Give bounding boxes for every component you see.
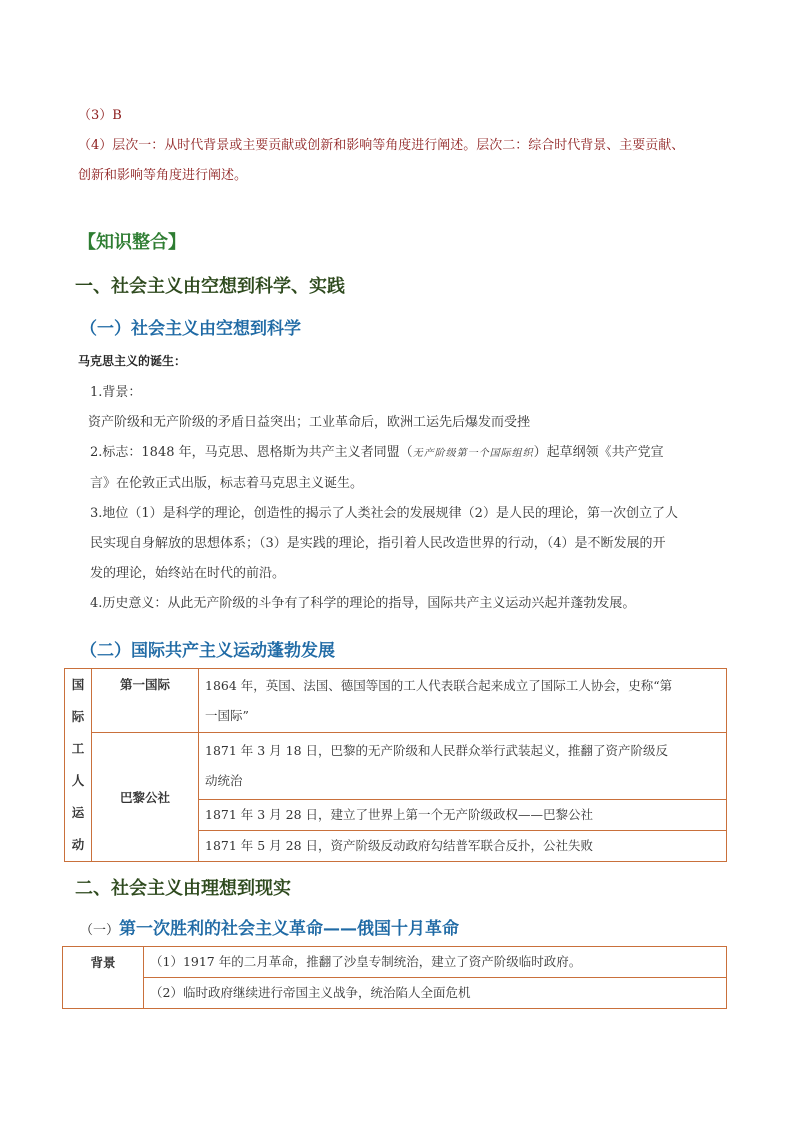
answer-4-line2: 创新和影响等角度进行阐述。 bbox=[78, 168, 248, 183]
background-item: （1）1917 年的二月革命，推翻了沙皇专制统治，建立了资产阶级临时政府。 bbox=[144, 947, 727, 978]
part2-heading: 二、社会主义由理想到现实 bbox=[75, 878, 291, 899]
significance-text: 4.历史意义：从此无产阶级的斗争有了科学的理论的指导，国际共产主义运动兴起并蓬勃发展。 bbox=[90, 596, 636, 611]
side-char: 工 bbox=[71, 741, 85, 756]
mark-text-c: 言》在伦敦正式出版，标志着马克思主义诞生。 bbox=[90, 476, 364, 491]
part1-heading: 一、社会主义由空想到科学、实践 bbox=[75, 276, 345, 297]
paris-commune-item: 1871 年 5 月 28 日，资产阶级反动政府勾结普军联合反扑，公社失败 bbox=[199, 831, 727, 862]
marxism-lead: 马克思主义的诞生： bbox=[78, 354, 187, 368]
background-cat: 背景 bbox=[63, 947, 144, 1009]
side-char: 动 bbox=[71, 837, 85, 852]
background-text: 资产阶级和无产阶级的矛盾日益突出；工业革命后，欧洲工运先后爆发而受挫 bbox=[88, 415, 531, 430]
answer-4-line1: （4）层次一：从时代背景或主要贡献或创新和影响等角度进行阐述。层次二：综合时代背景、主要贡献、 bbox=[78, 138, 685, 153]
answer-3: （3）B bbox=[78, 108, 122, 123]
section-label: 【知识整合】 bbox=[78, 232, 186, 253]
mark-text-a: 2.标志：1848 年，马克思、恩格斯为共产主义者同盟（ bbox=[90, 445, 413, 460]
background-item: （2）临时政府继续进行帝国主义战争，统治陷人全面危机 bbox=[144, 978, 727, 1009]
status-line-1: 3.地位（1）是科学的理论，创造性的揭示了人类社会的发展规律（2）是人民的理论，第一次创立了人 bbox=[90, 506, 678, 521]
knowledge-body bbox=[90, 378, 730, 619]
mark-paragraph bbox=[90, 438, 730, 469]
part1-sub1-heading: （一）社会主义由空想到科学 bbox=[80, 319, 301, 339]
background-label: 1.背景： bbox=[90, 385, 142, 400]
text-line: 1871 年 3 月 18 日，巴黎的无产阶级和人民群众举行武装起义，推翻了资产阶级反 bbox=[205, 743, 669, 758]
text-line: 1864 年，英国、法国、德国等国的工人代表联合起来成立了国际工人协会，史称“第 bbox=[205, 677, 673, 693]
heading-prefix: （一） bbox=[80, 923, 120, 938]
side-char: 国 bbox=[71, 677, 85, 692]
mark-note: 无产阶级第一个国际组织 bbox=[412, 448, 534, 459]
part2-sub1-heading bbox=[80, 914, 459, 939]
text-line: 一国际” bbox=[205, 707, 249, 723]
text-line: 动统治 bbox=[205, 773, 243, 788]
paris-commune-item bbox=[199, 733, 727, 800]
paris-commune-item: 1871 年 3 月 28 日，建立了世界上第一个无产阶级政权——巴黎公社 bbox=[199, 800, 727, 831]
intl-movement-table bbox=[64, 668, 727, 862]
side-char: 运 bbox=[71, 805, 85, 820]
side-label-cell bbox=[65, 669, 92, 862]
status-line-3: 发的理论，始终站在时代的前沿。 bbox=[90, 566, 286, 581]
side-char: 人 bbox=[71, 773, 85, 788]
first-international-label: 第一国际 bbox=[92, 669, 199, 733]
mark-text-b: ）起草纲领《共产党宣 bbox=[533, 445, 664, 460]
side-char: 际 bbox=[71, 709, 85, 724]
first-international-text bbox=[199, 669, 727, 733]
october-revolution-table bbox=[62, 946, 727, 1009]
paris-commune-label: 巴黎公社 bbox=[92, 733, 199, 862]
part1-sub2-heading: （二）国际共产主义运动蓬勃发展 bbox=[80, 641, 335, 661]
heading-title: 第一次胜利的社会主义革命——俄国十月革命 bbox=[119, 919, 460, 939]
status-line-2: 民实现自身解放的思想体系；（3）是实践的理论，指引着人民改造世界的行动，（4）是不断发展的开 bbox=[90, 536, 666, 551]
